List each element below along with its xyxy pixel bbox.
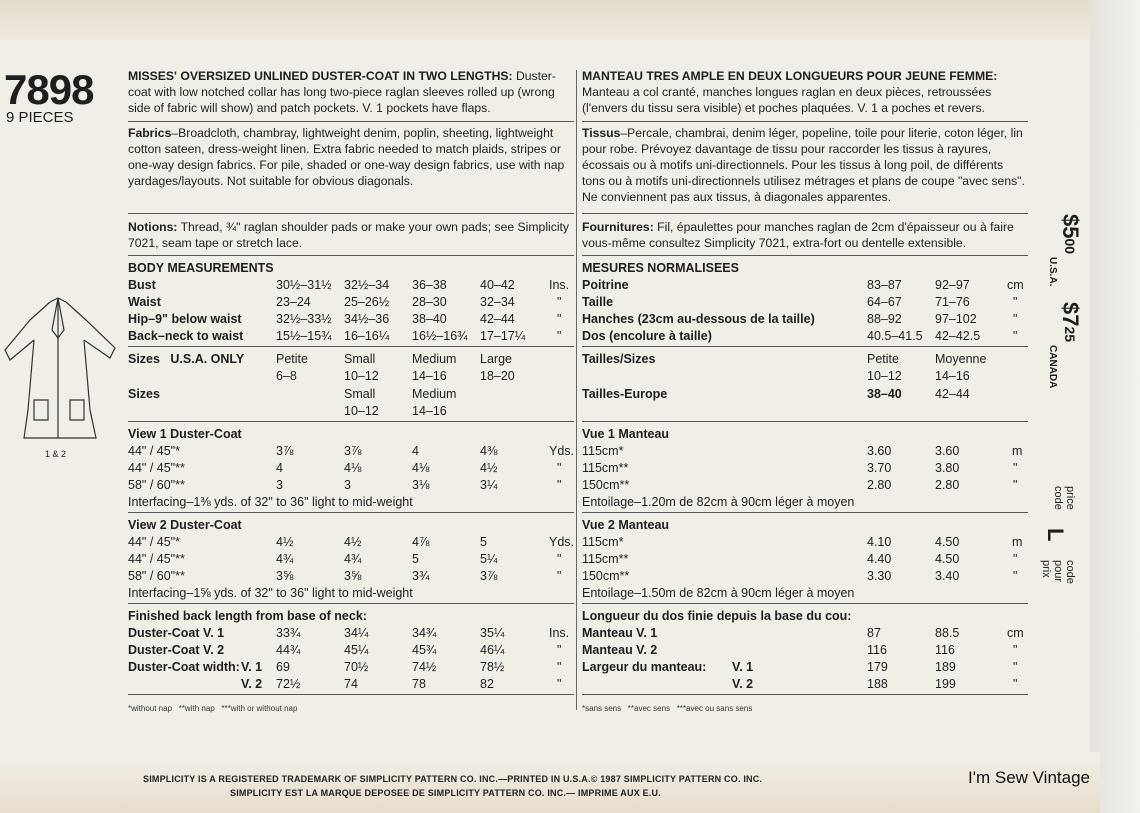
fr-europe-label: Tailles-Europe xyxy=(582,387,668,401)
en-yardage-unit: " xyxy=(557,552,562,566)
fr-yardage-value: 4.50 xyxy=(935,552,960,566)
en-rule-4 xyxy=(128,346,574,347)
fr-yardage-unit: " xyxy=(1013,552,1018,566)
fr-yardage-value: 3.40 xyxy=(935,569,960,583)
fr-fabrics-label: Tissus xyxy=(582,126,621,140)
en-width-unit: " xyxy=(557,660,562,674)
en-meas-value: 40–42 xyxy=(480,278,515,292)
fr-rule-8 xyxy=(582,694,1028,695)
fr-finished-value: 87 xyxy=(867,626,881,640)
en-yardage-value: 4½ xyxy=(480,461,498,475)
en-meas-value: 36–38 xyxy=(412,278,447,292)
en-yardage-label: 58" / 60"** xyxy=(128,478,185,492)
fr-fabrics xyxy=(582,125,1028,205)
en-yardage-unit: " xyxy=(557,478,562,492)
en-meas-value: 23–24 xyxy=(276,295,311,309)
fr-yardage-unit: " xyxy=(1013,478,1018,492)
fr-notions-label: Fournitures: xyxy=(582,220,654,234)
en-finished-unit: Ins. xyxy=(549,626,570,640)
fr-finished-title: Longueur du dos finie depuis la base du cou: xyxy=(582,609,852,623)
en-meas-value: 25–26½ xyxy=(344,295,390,309)
fr-body-measurements-title: MESURES NORMALISEES xyxy=(582,261,739,275)
fr-sizes-label: Tailles/Sizes xyxy=(582,352,656,366)
fr-europe-size: 38–40 xyxy=(867,387,902,401)
fr-meas-value: 92–97 xyxy=(935,278,970,292)
en-notions-label: Notions: xyxy=(128,220,178,234)
en-size-name: Petite xyxy=(276,352,308,366)
fr-yardage-label: 115cm* xyxy=(582,444,624,458)
fr-yardage-value: 3.70 xyxy=(867,461,892,475)
fr-width-view: V. 1 xyxy=(732,660,754,674)
fr-description-text: Manteau a col cranté, manches longues raglan en deux pièces, retroussées (l'envers du tissu sera visible) et poches plaquées. V. 1 a poches et revers. xyxy=(582,85,992,115)
fr-yardage-unit: " xyxy=(1013,569,1018,583)
fr-view2-interfacing: Entoilage–1.50m de 82cm à 90cm léger à moyen xyxy=(582,586,855,600)
en-meas-value: 28–30 xyxy=(412,295,447,309)
fr-size-name: Moyenne xyxy=(935,352,987,366)
fr-yardage-value: 4.50 xyxy=(935,535,960,549)
en-yardage-unit: " xyxy=(557,569,562,583)
en-meas-unit: Ins. xyxy=(549,278,570,292)
en-meas-value: 32½–33½ xyxy=(276,312,332,326)
en-yardage-value: 4¾ xyxy=(276,552,294,566)
en-meas-value: 34½–36 xyxy=(344,312,390,326)
en-yardage-value: 3⅛ xyxy=(412,478,430,492)
trademark-en: SIMPLICITY IS A REGISTERED TRADEMARK OF SIMPLICITY PATTERN CO. INC.—PRINTED IN U.S.A.© 1987 SIMPLICITY PATTERN CO. INC. xyxy=(143,774,763,784)
fr-rule-3 xyxy=(582,255,1028,256)
en-meas-value: 32–34 xyxy=(480,295,515,309)
en-size-name: Medium xyxy=(412,352,457,366)
fr-yardage-label: 115cm** xyxy=(582,552,629,566)
fr-rule-2 xyxy=(582,213,1028,214)
fr-rule-6 xyxy=(582,512,1028,513)
en-view1-interfacing: Interfacing–1⅜ yds. of 32" to 36" light to mid-weight xyxy=(128,495,413,509)
en-finished-label: Duster-Coat V. 1 xyxy=(128,626,225,640)
fr-meas-unit: " xyxy=(1013,329,1018,343)
fr-yardage-label: 115cm** xyxy=(582,461,629,475)
en-rule-5 xyxy=(128,421,574,422)
fr-yardage-label: 115cm* xyxy=(582,535,624,549)
code-pour-prix: code pour prix xyxy=(1040,560,1076,584)
fr-yardage-value: 3.30 xyxy=(867,569,892,583)
en-sizes-label: Sizes xyxy=(128,387,160,401)
en-yardage-value: 4⅛ xyxy=(344,461,362,475)
en-width-value: 78 xyxy=(412,677,426,691)
en-description xyxy=(128,68,574,116)
price-usa xyxy=(1058,214,1082,254)
en-yardage-value: 4⅞ xyxy=(412,535,430,549)
fr-yardage-unit: m xyxy=(1012,444,1023,458)
fr-meas-label: Dos (encolure à taille) xyxy=(582,329,712,343)
en-meas-value: 17–17¼ xyxy=(480,329,526,343)
pattern-number: 7898 xyxy=(4,66,94,113)
en-meas-value: 32½–34 xyxy=(344,278,390,292)
price-usa-cents: 00 xyxy=(1062,238,1078,255)
en-description-text: Duster-coat with low notched collar has long two-piece raglan sleeves rolled up (wrong side of fabric will show) and patch pockets. V. 1 pockets have flaps. xyxy=(128,69,556,115)
en-meas-label: Back–neck to waist xyxy=(128,329,244,343)
en-finished-unit: " xyxy=(557,643,562,657)
fr-yardage-label: 150cm** xyxy=(582,478,630,492)
en-yardage-value: 4 xyxy=(412,444,419,458)
envelope-top-edge xyxy=(0,0,1140,40)
en-meas-label: Waist xyxy=(128,295,161,309)
en-body-measurements-title: BODY MEASUREMENTS xyxy=(128,261,274,275)
price-code-label: price code xyxy=(1052,486,1076,510)
en-size-range: 18–20 xyxy=(480,369,515,383)
en-size-name: Large xyxy=(480,352,512,366)
fr-finished-value: 88.5 xyxy=(935,626,960,640)
en-finished-value: 34¼ xyxy=(344,626,369,640)
fr-meas-value: 40.5–41.5 xyxy=(867,329,923,343)
watermark: I'm Sew Vintage xyxy=(968,768,1090,787)
en-finished-value: 35¼ xyxy=(480,626,505,640)
en-yardage-label: 58" / 60"** xyxy=(128,569,185,583)
price-canada-label: CANADA xyxy=(1047,345,1058,389)
fr-description xyxy=(582,68,1028,116)
en-width-value: 72½ xyxy=(276,677,301,691)
en-finished-value: 45¼ xyxy=(344,643,369,657)
en-yardage-unit: Yds. xyxy=(549,535,575,549)
en-size-range: 14–16 xyxy=(412,369,447,383)
price-usa-label: U.S.A. xyxy=(1047,257,1058,287)
en-meas-value: 16½–16¾ xyxy=(412,329,468,343)
en-meas-value: 42–44 xyxy=(480,312,515,326)
en-meas-value: 15½–15¾ xyxy=(276,329,332,343)
en-rule-6 xyxy=(128,512,574,513)
en-width-value: 70½ xyxy=(344,660,369,674)
envelope-right-edge xyxy=(1090,0,1140,813)
fr-rule-5 xyxy=(582,421,1028,422)
en-yardage-value: 3⅞ xyxy=(276,444,294,458)
en-view2-title: View 2 Duster-Coat xyxy=(128,518,242,532)
en-yardage-value: 3¼ xyxy=(480,478,498,492)
fr-yardage-value: 3.60 xyxy=(867,444,892,458)
en-finished-title: Finished back length from base of neck: xyxy=(128,609,367,623)
fr-finished-unit: " xyxy=(1013,643,1018,657)
fr-size-range: 14–16 xyxy=(935,369,970,383)
fr-notions-text: Fil, épaulettes pour manches raglan de 2cm d'épaisseur ou à faire vous-même consultez Simplicity 7021, extra-fort ou dentelle extensible. xyxy=(582,220,1014,250)
fr-finished-unit: cm xyxy=(1007,626,1024,640)
fr-rule-4 xyxy=(582,346,1028,347)
en-size-name: Small xyxy=(344,387,376,401)
fr-width-value: 179 xyxy=(867,660,888,674)
fr-yardage-value: 3.80 xyxy=(935,461,960,475)
en-yardage-value: 3⅝ xyxy=(344,569,362,583)
en-yardage-unit: Yds. xyxy=(549,444,575,458)
en-rule-7 xyxy=(128,603,574,604)
price-canada-dollars: $7 xyxy=(1058,302,1083,327)
fr-view1-title: Vue 1 Manteau xyxy=(582,427,670,441)
en-yardage-value: 4⅛ xyxy=(412,461,430,475)
fr-europe-size: 42–44 xyxy=(935,387,970,401)
en-meas-label: Bust xyxy=(128,278,156,292)
fr-meas-unit: cm xyxy=(1007,278,1024,292)
en-yardage-label: 44" / 45"** xyxy=(128,461,185,475)
fr-finished-value: 116 xyxy=(867,643,887,657)
price-canada xyxy=(1058,302,1082,342)
fr-size-range: 10–12 xyxy=(867,369,902,383)
en-finished-value: 34¾ xyxy=(412,626,437,640)
en-yardage-value: 4¾ xyxy=(344,552,362,566)
en-rule-1 xyxy=(128,121,574,122)
en-yardage-value: 4⅜ xyxy=(480,444,498,458)
price-code-letter: L xyxy=(1043,528,1068,542)
en-yardage-label: 44" / 45"** xyxy=(128,552,185,566)
price-usa-dollars: $5 xyxy=(1058,214,1083,239)
fr-size-name: Petite xyxy=(867,352,899,366)
en-width-value: 78½ xyxy=(480,660,505,674)
en-width-value: 69 xyxy=(276,660,290,674)
en-meas-unit: " xyxy=(557,295,562,309)
fr-meas-value: 88–92 xyxy=(867,312,902,326)
en-fabrics xyxy=(128,125,574,189)
fr-finished-value: 116 xyxy=(935,643,955,657)
en-size-name: Small xyxy=(344,352,376,366)
en-width-value: 74 xyxy=(344,677,358,691)
en-view1-title: View 1 Duster-Coat xyxy=(128,427,242,441)
en-yardage-value: 4½ xyxy=(276,535,294,549)
fr-footnote: *sans sens **avec sens ***avec ou sans sens xyxy=(582,704,753,713)
fr-meas-label: Poitrine xyxy=(582,278,629,292)
fr-width-value: 189 xyxy=(935,660,956,674)
en-rule-3 xyxy=(128,255,574,256)
fr-meas-value: 83–87 xyxy=(867,278,902,292)
fr-finished-label: Manteau V. 1 xyxy=(582,626,658,640)
fr-width-label: Largeur du manteau: xyxy=(582,660,707,674)
fr-yardage-value: 2.80 xyxy=(935,478,960,492)
fr-title: MANTEAU TRES AMPLE EN DEUX LONGUEURS POUR JEUNE FEMME: xyxy=(582,69,998,83)
fr-width-value: 188 xyxy=(867,677,888,691)
en-yardage-value: 3 xyxy=(276,478,283,492)
en-size-range: 10–12 xyxy=(344,404,379,418)
fr-meas-value: 71–76 xyxy=(935,295,970,309)
fr-yardage-label: 150cm** xyxy=(582,569,630,583)
fr-finished-label: Manteau V. 2 xyxy=(582,643,658,657)
trademark-fr: SIMPLICITY EST LA MARQUE DEPOSEE DE SIMPLICITY PATTERN CO. INC.— IMPRIME AUX E.U. xyxy=(230,788,661,798)
en-size-range: 10–12 xyxy=(344,369,379,383)
en-yardage-unit: " xyxy=(557,461,562,475)
en-rule-2 xyxy=(128,213,574,214)
fr-width-view: V. 2 xyxy=(732,677,754,691)
en-fabrics-label: Fabrics xyxy=(128,126,172,140)
fr-meas-value: 42–42.5 xyxy=(935,329,981,343)
fr-meas-label: Taille xyxy=(582,295,614,309)
price-canada-cents: 25 xyxy=(1062,326,1078,343)
fr-view1-interfacing: Entoilage–1.20m de 82cm à 90cm léger à moyen xyxy=(582,495,855,509)
fr-notions xyxy=(582,219,1028,251)
fr-meas-value: 97–102 xyxy=(935,312,977,326)
en-finished-value: 33¾ xyxy=(276,626,301,640)
fr-meas-label: Hanches (23cm au-dessous de la taille) xyxy=(582,312,815,326)
en-notions-text: Thread, ¾" raglan shoulder pads or make your own pads; see Simplicity 7021, seam tape or stretch lace. xyxy=(128,220,570,250)
column-divider xyxy=(576,70,577,710)
fr-meas-unit: " xyxy=(1013,312,1018,326)
fr-width-unit: " xyxy=(1013,677,1018,691)
en-yardage-value: 4½ xyxy=(344,535,362,549)
en-yardage-value: 3⅝ xyxy=(276,569,294,583)
en-width-value: 82 xyxy=(480,677,494,691)
coat-sketch xyxy=(0,290,125,450)
en-width-value: 74½ xyxy=(412,660,437,674)
en-meas-unit: " xyxy=(557,329,562,343)
fr-view2-title: Vue 2 Manteau xyxy=(582,518,670,532)
en-meas-value: 16–16¼ xyxy=(344,329,390,343)
fr-fabrics-text: –Percale, chambrai, denim léger, popeline, toile pour literie, coton léger, lin pour robe. Prévoyez davantage de tissu pour raccorder les tissus à rayures, écossais ou à motifs uni-directionnels. Pour les tissus à long poil, de différents tons ou à motifs uni-directionnels utilisez métrages et plans de coupe "avec sens". Ne conviennent pas aux tissus, à diagonales apparentes. xyxy=(582,126,1025,204)
en-yardage-value: 3⅞ xyxy=(344,444,362,458)
en-size-name: Medium xyxy=(412,387,457,401)
en-width-unit: " xyxy=(557,677,562,691)
en-yardage-value: 3 xyxy=(344,478,351,492)
en-meas-label: Hip–9" below waist xyxy=(128,312,242,326)
pattern-pieces: 9 PIECES xyxy=(6,109,74,126)
en-view2-interfacing: Interfacing–1⅝ yds. of 32" to 36" light to mid-weight xyxy=(128,586,413,600)
en-finished-value: 45¾ xyxy=(412,643,437,657)
en-width-label: Duster-Coat width: xyxy=(128,660,240,674)
en-width-view: V. 2 xyxy=(241,677,263,691)
fr-yardage-value: 3.60 xyxy=(935,444,960,458)
fr-yardage-unit: m xyxy=(1012,535,1023,549)
en-size-range: 6–8 xyxy=(276,369,297,383)
fr-meas-unit: " xyxy=(1013,295,1018,309)
en-yardage-label: 44" / 45"* xyxy=(128,444,180,458)
en-finished-value: 44¾ xyxy=(276,643,301,657)
fr-yardage-unit: " xyxy=(1013,461,1018,475)
fr-width-unit: " xyxy=(1013,660,1018,674)
en-footnote: *without nap **with nap ***with or without nap xyxy=(128,704,298,713)
en-rule-8 xyxy=(128,694,574,695)
en-meas-value: 38–40 xyxy=(412,312,447,326)
sketch-label: 1 & 2 xyxy=(45,449,67,459)
en-yardage-value: 3¾ xyxy=(412,569,430,583)
en-meas-unit: " xyxy=(557,312,562,326)
en-notions xyxy=(128,219,574,251)
fr-yardage-value: 4.40 xyxy=(867,552,892,566)
en-finished-label: Duster-Coat V. 2 xyxy=(128,643,225,657)
fr-rule-7 xyxy=(582,603,1028,604)
en-title: MISSES' OVERSIZED UNLINED DUSTER-COAT IN TWO LENGTHS: xyxy=(128,69,513,83)
en-fabrics-text: –Broadcloth, chambray, lightweight denim, poplin, sheeting, lightweight cotton sateen, dress-weight linen. Extra fabric needed to match plaids, stripes or one-way design fabrics. For pile, shaded or one-way design fabrics, use with nap yardages/layouts. Not suitable for obvious diagonals. xyxy=(128,126,565,188)
en-width-view: V. 1 xyxy=(241,660,263,674)
en-yardage-value: 4 xyxy=(276,461,283,475)
en-yardage-value: 5 xyxy=(412,552,419,566)
fr-width-value: 199 xyxy=(935,677,956,691)
en-yardage-label: 44" / 45"* xyxy=(128,535,180,549)
en-sizes-us-label: Sizes U.S.A. ONLY xyxy=(128,352,245,366)
en-yardage-value: 5¼ xyxy=(480,552,498,566)
en-size-range: 14–16 xyxy=(412,404,447,418)
fr-yardage-value: 4.10 xyxy=(867,535,892,549)
en-yardage-value: 5 xyxy=(480,535,487,549)
fr-meas-value: 64–67 xyxy=(867,295,902,309)
en-finished-value: 46¼ xyxy=(480,643,505,657)
en-yardage-value: 3⅞ xyxy=(480,569,498,583)
fr-yardage-value: 2.80 xyxy=(867,478,892,492)
fr-rule-1 xyxy=(582,121,1028,122)
en-meas-value: 30½–31½ xyxy=(276,278,332,292)
